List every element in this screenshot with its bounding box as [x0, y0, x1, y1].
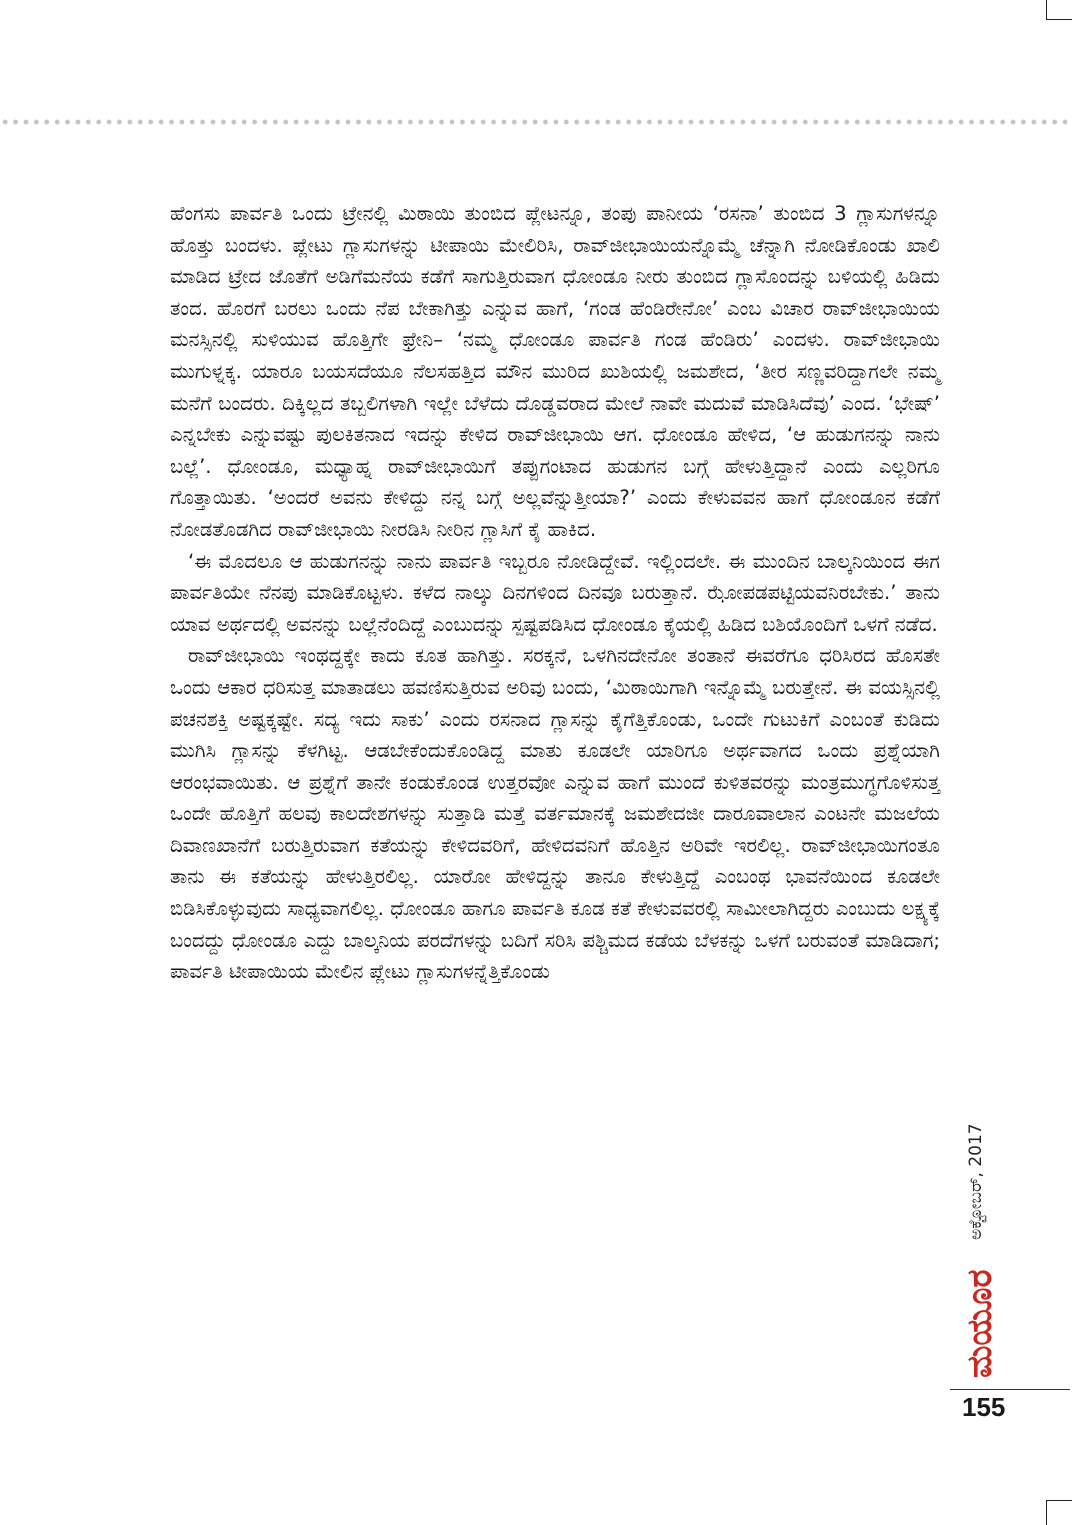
- page-number: 155: [962, 1392, 1006, 1422]
- crop-mark-top: [1046, 0, 1072, 20]
- article-paragraph-1: ಹೆಂಗಸು ಪಾರ್ವತಿ ಒಂದು ಟ್ರೇನಲ್ಲಿ ಮಿಠಾಯಿ ತುಂಬಿದ ಪ್ಲೇಟನ್ನೂ, ತಂಪು ಪಾನೀಯ ‘ರಸನಾ’ ತುಂಬಿದ 3 ಗ್ಲಾಸುಗಳನ್ನೂ ಹೊತ್ತು ಬಂದಳು. ಪ್ಲೇಟು ಗ್ಲಾಸುಗಳನ್ನು ಟೀಪಾಯಿ ಮೇಲಿರಿಸಿ, ರಾವ್‌ಜೀಭಾಯಿಯನ್ನೊಮ್ಮೆ ಚೆನ್ನಾಗಿ ನೋಡಿಕೊಂಡು ಖಾಲಿ ಮಾಡಿದ ಟ್ರೇದ ಜೊತೆಗೆ ಅಡಿಗೆಮನೆಯ ಕಡೆಗೆ ಸಾಗುತ್ತಿರುವಾಗ ಧೋಂಡೂ ನೀರು ತುಂಬಿದ ಗ್ಲಾಸೊಂದನ್ನು ಬಳಿಯಲ್ಲಿ ಹಿಡಿದು ತಂದ. ಹೊರಗೆ ಬರಲು ಒಂದು ನೆಪ ಬೇಕಾಗಿತ್ತು ಎನ್ನುವ ಹಾಗೆ, ‘ಗಂಡ ಹೆಂಡಿರೇನೋ’ ಎಂಬ ವಿಚಾರ ರಾವ್‌ಜೀಭಾಯಿಯ ಮನಸ್ಸಿನಲ್ಲಿ ಸುಳಿಯುವ ಹೊತ್ತಿಗೇ ಫ್ರೇನಿ– ‘ನಮ್ಮ ಧೋಂಡೂ ಪಾರ್ವತಿ ಗಂಡ ಹೆಂಡಿರು’ ಎಂದಳು. ರಾವ್‌ಜೀಭಾಯಿ ಮುಗುಳ್ನಕ್ಕ. ಯಾರೂ ಬಯಸದೆಯೂ ನೆಲಸಹತ್ತಿದ ಮೌನ ಮುರಿದ ಖುಶಿಯಲ್ಲಿ ಜಮಶೇದ, ‘ತೀರ ಸಣ್ಣವರಿದ್ದಾಗಲೇ ನಮ್ಮ ಮನೆಗೆ ಬಂದರು. ದಿಕ್ಕಿಲ್ಲದ ತಬ್ಬಲಿಗಳಾಗಿ ಇಲ್ಲೇ ಬೆಳೆದು ದೊಡ್ಡವರಾದ ಮೇಲೆ ನಾವೇ ಮದುವೆ ಮಾಡಿಸಿದೆವು’ ಎಂದ. ‘ಭೇಷ್’ ಎನ್ನಬೇಕು ಎನ್ನುವಷ್ಟು ಪುಲಕಿತನಾದ ಇದನ್ನು ಕೇಳಿದ ರಾವ್‌ಜೀಭಾಯಿ ಆಗ. ಧೋಂಡೂ ಹೇಳಿದ, ‘ಆ ಹುಡುಗನನ್ನು ನಾನು ಬಲ್ಲೆ’. ಧೋಂಡೂ, ಮಧ್ಯಾಹ್ನ ರಾವ್‌ಜೀಭಾಯಿಗೆ ತಪ್ಪುಗಂಟಾದ ಹುಡುಗನ ಬಗ್ಗೆ ಹೇಳುತ್ತಿದ್ದಾನೆ ಎಂದು ಎಲ್ಲರಿಗೂ ಗೊತ್ತಾಯಿತು. ‘ಅಂದರೆ ಅವನು ಕೇಳಿದ್ದು ನನ್ನ ಬಗ್ಗೆ ಅಲ್ಲವೆನ್ನುತ್ತೀಯಾ?’ ಎಂದು ಕೇಳುವವನ ಹಾಗೆ ಧೋಂಡೂನ ಕಡೆಗೆ ನೋಡತೊಡಗಿದ ರಾವ್‌ಜೀಭಾಯಿ ನೀರಡಿಸಿ ನೀರಿನ ಗ್ಲಾಸಿಗೆ ಕೈ ಹಾಕಿದ.: [170, 202, 940, 541]
- issue-date: ಅಕ್ಟೋಬರ್, 2017: [966, 1123, 986, 1240]
- page-number-rule: [950, 1389, 1070, 1390]
- dotted-header-rule: [0, 118, 1072, 126]
- article-paragraph-3: ರಾವ್‌ಜೀಭಾಯಿ ಇಂಥದ್ದಕ್ಕೇ ಕಾದು ಕೂತ ಹಾಗಿತ್ತು. ಸರಕ್ಕನೆ, ಒಳಗಿನದೇನೋ ತಂತಾನೆ ಈವರೆಗೂ ಧರಿಸಿರದ ಹೊಸತೇ ಒಂದು ಆಕಾರ ಧರಿಸುತ್ತ ಮಾತಾಡಲು ಹವಣಿಸುತ್ತಿರುವ ಅರಿವು ಬಂದು, ‘ಮಿಠಾಯಿಗಾಗಿ ಇನ್ನೊಮ್ಮೆ ಬರುತ್ತೇನೆ. ಈ ವಯಸ್ಸಿನಲ್ಲಿ ಪಚನಶಕ್ತಿ ಅಷ್ಟಕ್ಕಷ್ಟೇ. ಸದ್ಯ ಇದು ಸಾಕು’ ಎಂದು ರಸನಾದ ಗ್ಲಾಸನ್ನು ಕೈಗೆತ್ತಿಕೊಂಡು, ಒಂದೇ ಗುಟುಕಿಗೆ ಎಂಬಂತೆ ಕುಡಿದು ಮುಗಿಸಿ ಗ್ಲಾಸನ್ನು ಕೆಳಗಿಟ್ಟ. ಆಡಬೇಕೆಂದುಕೊಂಡಿದ್ದ ಮಾತು ಕೂಡಲೇ ಯಾರಿಗೂ ಅರ್ಥವಾಗದ ಒಂದು ಪ್ರಶ್ನೆಯಾಗಿ ಆರಂಭವಾಯಿತು. ಆ ಪ್ರಶ್ನೆಗೆ ತಾನೇ ಕಂಡುಕೊಂಡ ಉತ್ತರವೋ ಎನ್ನುವ ಹಾಗೆ ಮುಂದೆ ಕುಳಿತವರನ್ನು ಮಂತ್ರಮುಗ್ಧಗೊಳಿಸುತ್ತ ಒಂದೇ ಹೊತ್ತಿಗೆ ಹಲವು ಕಾಲದೇಶಗಳನ್ನು ಸುತ್ತಾಡಿ ಮತ್ತೆ ವರ್ತಮಾನಕ್ಕೆ ಜಮಶೇದಜೀ ದಾರೂವಾಲಾನ ಎಂಟನೇ ಮಜಲೆಯ ದಿವಾಣಖಾನೆಗೆ ಬರುತ್ತಿರುವಾಗ ಕತೆಯನ್ನು ಕೇಳಿದವರಿಗೆ, ಹೇಳಿದವನಿಗೆ ಹೊತ್ತಿನ ಅರಿವೇ ಇರಲಿಲ್ಲ. ರಾವ್‌ಜೀಭಾಯಿಗಂತೂ ತಾನು ಈ ಕತೆಯನ್ನು ಹೇಳುತ್ತಿರಲಿಲ್ಲ. ಯಾರೋ ಹೇಳಿದ್ದನ್ನು ತಾನೂ ಕೇಳುತ್ತಿದ್ದೆ ಎಂಬಂಥ ಭಾವನೆಯಿಂದ ಕೂಡಲೇ ಬಿಡಿಸಿಕೊಳ್ಳುವುದು ಸಾಧ್ಯವಾಗಲಿಲ್ಲ. ಧೋಂಡೂ ಹಾಗೂ ಪಾರ್ವತಿ ಕೂಡ ಕತೆ ಕೇಳುವವರಲ್ಲಿ ಸಾಮೀಲಾಗಿದ್ದರು ಎಂಬುದು ಲಕ್ಷ್ಯಕ್ಕೆ ಬಂದದ್ದು ಧೋಂಡೂ ಎದ್ದು ಬಾಲ್ಕನಿಯ ಪರದೆಗಳನ್ನು ಬದಿಗೆ ಸರಿಸಿ ಪಶ್ಚಿಮದ ಕಡೆಯ ಬೆಳಕನ್ನು ಒಳಗೆ ಬರುವಂತೆ ಮಾಡಿದಾಗ; ಪಾರ್ವತಿ ಟೀಪಾಯಿಯ ಮೇಲಿನ ಪ್ಲೇಟು ಗ್ಲಾಸುಗಳನ್ನೆತ್ತಿಕೊಂಡು: [170, 644, 940, 984]
- article-body: [170, 198, 940, 988]
- magazine-logo: ಮಯೂರ: [960, 1269, 1000, 1378]
- crop-mark-bottom: [1046, 1500, 1072, 1525]
- article-paragraph-2: ‘ಈ ಮೊದಲೂ ಆ ಹುಡುಗನನ್ನು ನಾನು ಪಾರ್ವತಿ ಇಬ್ಬರೂ ನೋಡಿದ್ದೇವೆ. ಇಲ್ಲಿಂದಲೇ. ಈ ಮುಂದಿನ ಬಾಲ್ಕನಿಯಿಂದ ಈಗ ಪಾರ್ವತಿಯೇ ನೆನಪು ಮಾಡಿಕೊಟ್ಟಳು. ಕಳೆದ ನಾಲ್ಕು ದಿನಗಳಿಂದ ದಿನವೂ ಬರುತ್ತಾನೆ. ಝೋಪಡಪಟ್ಟಿಯವನಿರಬೇಕು.’ ತಾನು ಯಾವ ಅರ್ಥದಲ್ಲಿ ಅವನನ್ನು ಬಲ್ಲೆನೆಂದಿದ್ದೆ ಎಂಬುದನ್ನು ಸ್ಪಷ್ಟಪಡಿಸಿದ ಧೋಂಡೂ ಕೈಯಲ್ಲಿ ಹಿಡಿದ ಬಶಿಯೊಂದಿಗೆ ಒಳಗೆ ನಡೆದ.: [170, 549, 940, 636]
